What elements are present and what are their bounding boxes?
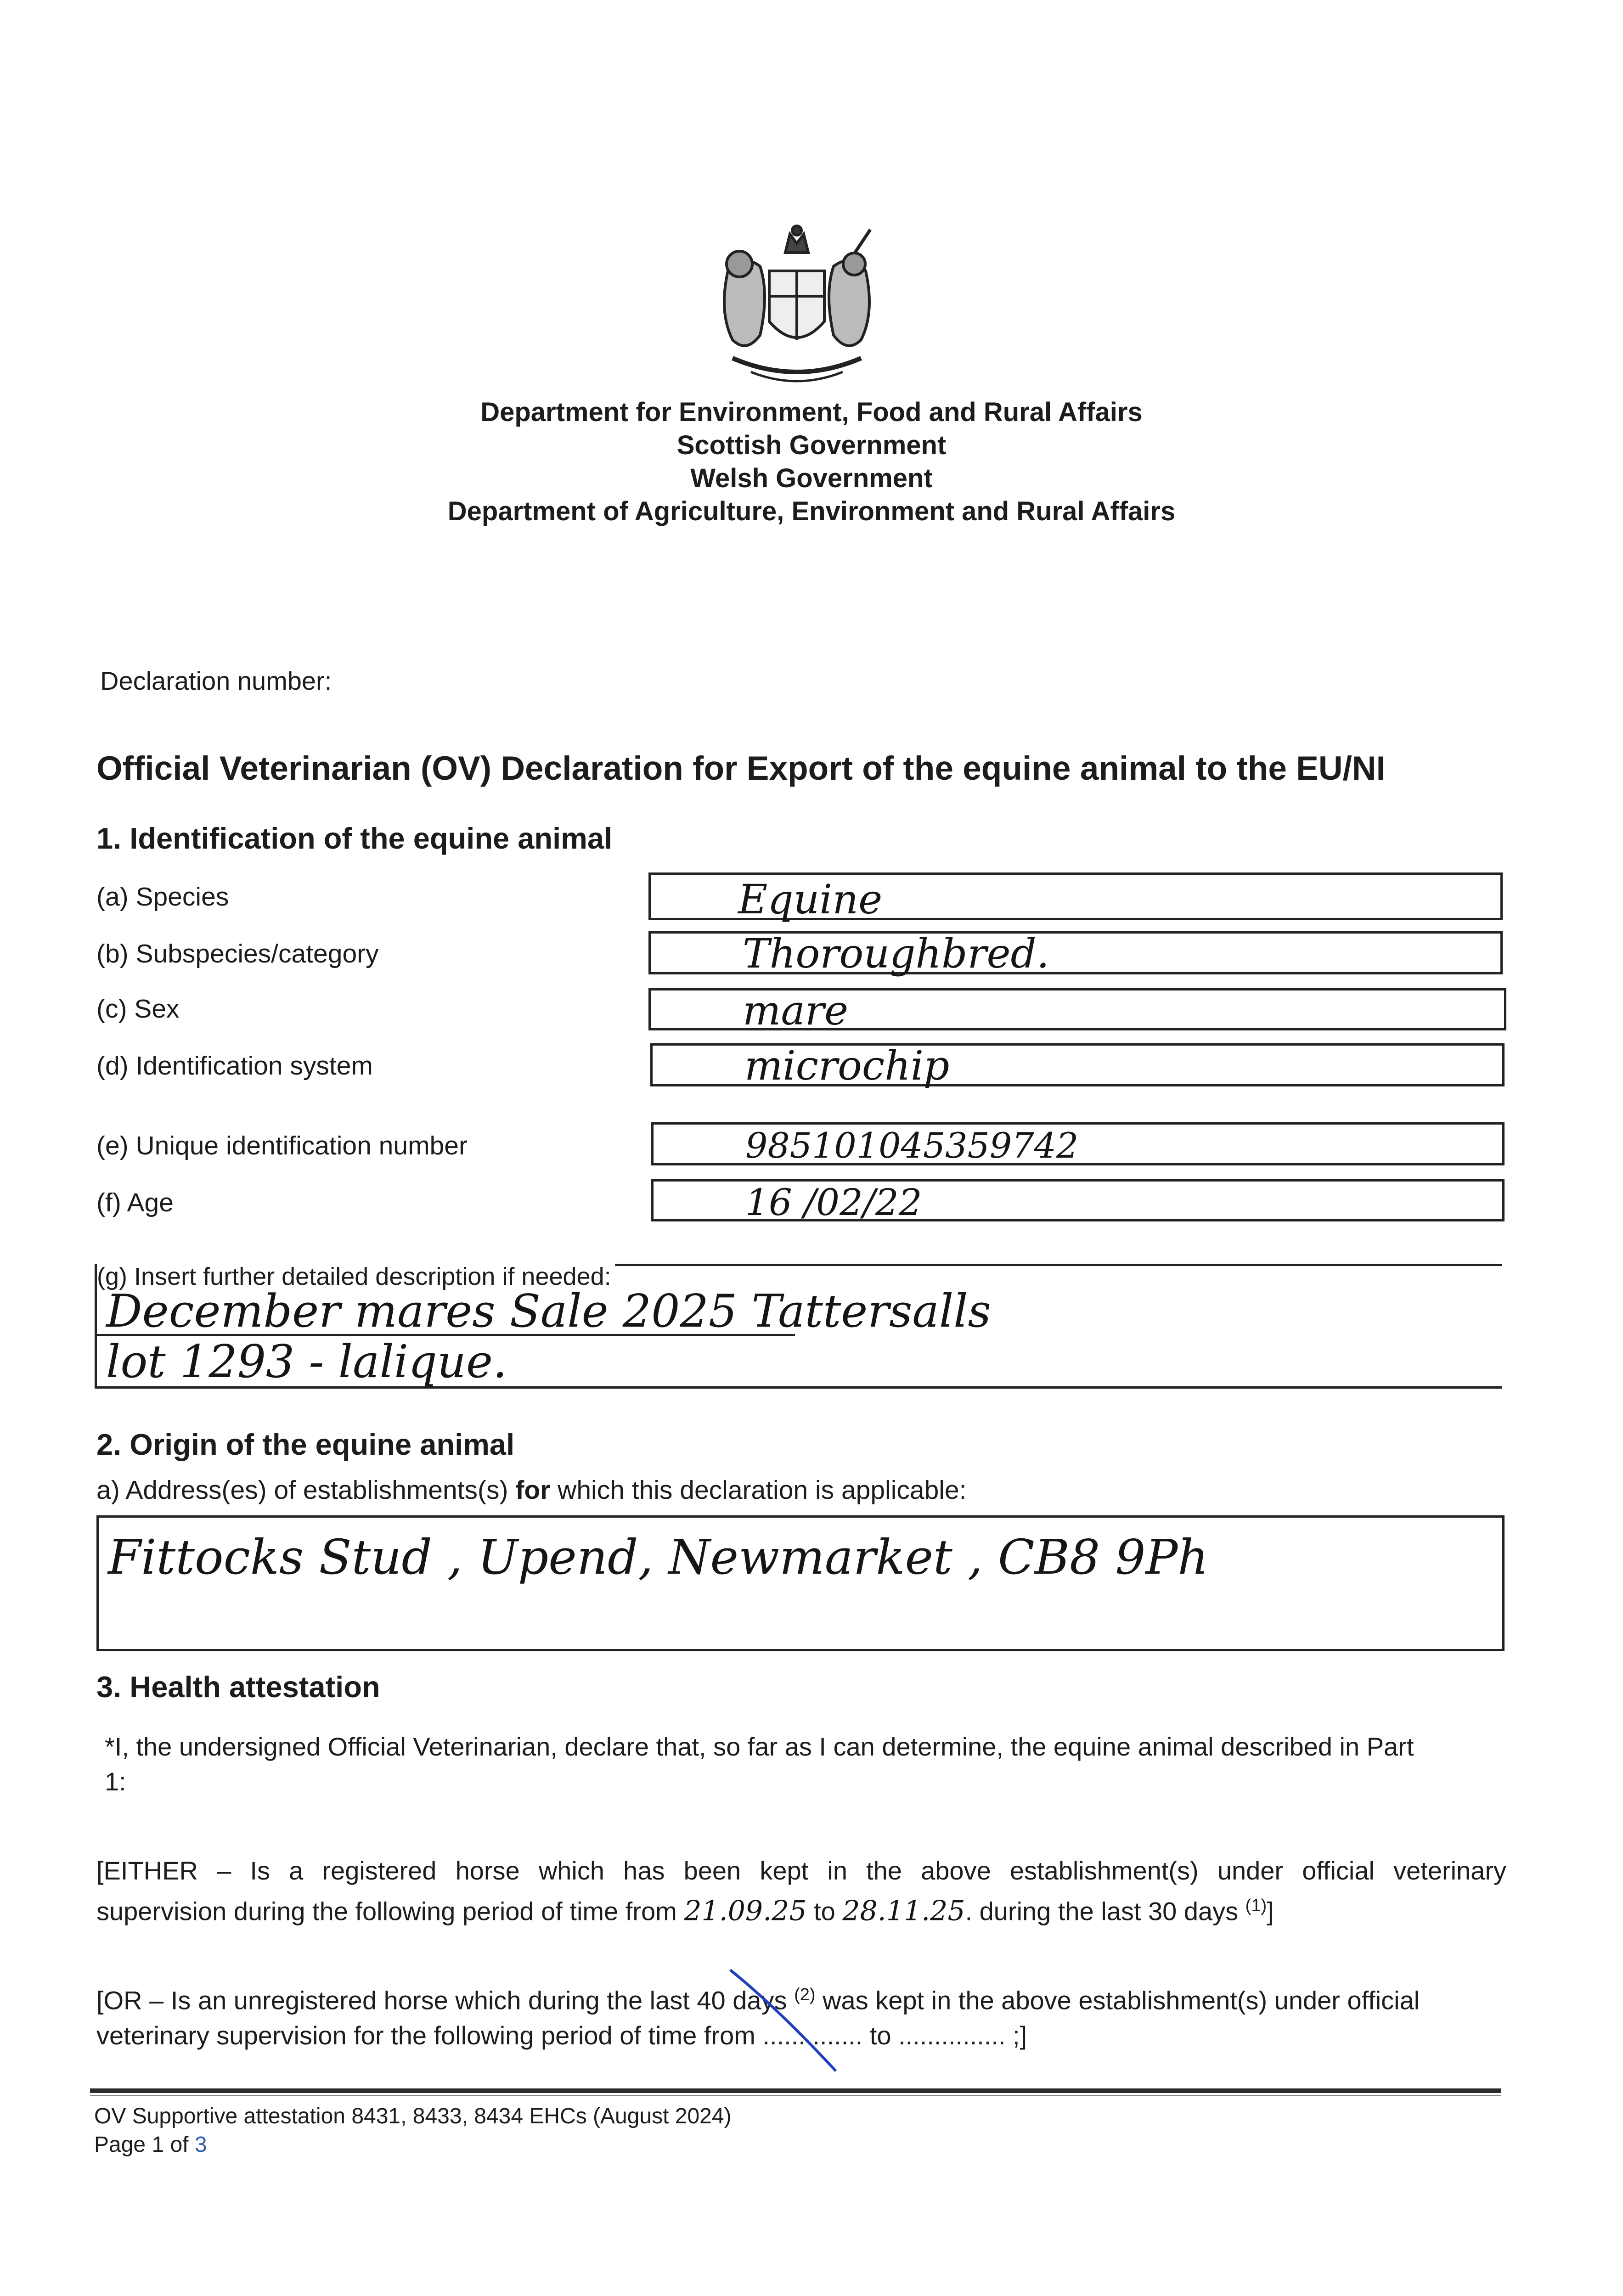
health-intro-line1: *I, the undersigned Official Veterinarian, declare that, so far as I can determine, the equine animal described in Part	[105, 1732, 1414, 1761]
page-prefix: Page 1 of	[94, 2133, 195, 2157]
either-pre: supervision during the following period of time from	[96, 1896, 684, 1926]
footer-page-number	[94, 2131, 732, 2159]
either-line2	[96, 1888, 1506, 1929]
health-intro-line2: 1:	[105, 1767, 126, 1796]
either-post: . during the last 30 days	[965, 1896, 1245, 1926]
footer-rule	[90, 2088, 1501, 2093]
address-sub-label-post: which this declaration is applicable:	[550, 1475, 967, 1505]
address-value: Fittocks Stud , Upend, Newmarket , CB8 9Ph	[108, 1529, 1209, 1585]
address-sub-label-bold: for	[515, 1475, 551, 1505]
dept-defra: Department for Environment, Food and Rural Affairs	[480, 397, 1143, 427]
either-to-word: to	[806, 1896, 843, 1926]
or-line1-pre: [OR – Is an unregistered horse which during the last 40 days	[96, 1986, 795, 2015]
further-description-line2: lot 1293 - lalique.	[106, 1336, 507, 1388]
footer	[94, 2102, 732, 2159]
species-label: (a) Species	[96, 882, 229, 912]
age-label: (f) Age	[96, 1188, 174, 1217]
species-field[interactable]	[648, 872, 1503, 923]
page-total: 3	[194, 2133, 207, 2157]
footer-rule-thin	[90, 2095, 1501, 2096]
dept-scottish-gov: Scottish Government	[676, 430, 947, 460]
further-description-label: (g) Insert further detailed description if needed:	[97, 1261, 615, 1293]
section2-heading: 2. Origin of the equine animal	[96, 1428, 515, 1461]
subspecies-value: Thoroughbred.	[743, 930, 1049, 977]
subspecies-field[interactable]	[648, 930, 1503, 977]
id-system-field[interactable]	[650, 1042, 1505, 1089]
section1-heading: 1. Identification of the equine animal	[96, 822, 613, 855]
species-value: Equine	[738, 876, 883, 923]
dept-welsh-gov: Welsh Government	[690, 463, 933, 493]
address-field[interactable]	[96, 1515, 1505, 1651]
either-to-date[interactable]: 28.11.25	[842, 1895, 965, 1927]
address-sub-label	[96, 1474, 966, 1506]
sex-label: (c) Sex	[96, 994, 180, 1024]
either-footnote-ref: (1)	[1245, 1896, 1267, 1915]
or-line1-post: was kept in the above establishment(s) under official	[815, 1986, 1420, 2015]
pen-strikethrough-mark	[721, 1961, 850, 2080]
id-system-label: (d) Identification system	[96, 1051, 373, 1080]
either-end: ]	[1267, 1896, 1274, 1926]
royal-coat-of-arms-logo	[700, 220, 893, 395]
unique-id-value: 985101045359742	[745, 1125, 1079, 1166]
footer-attestation-ref: OV Supportive attestation 8431, 8433, 8434 EHCs (August 2024)	[94, 2104, 732, 2128]
unique-id-field[interactable]	[651, 1122, 1505, 1165]
unique-id-label: (e) Unique identification number	[96, 1131, 468, 1160]
sex-value: mare	[743, 987, 849, 1034]
or-line2: veterinary supervision for the following period of time from .............. to ............... ;]	[96, 2020, 1027, 2050]
address-sub-label-pre: a) Address(es) of establishments(s)	[96, 1475, 516, 1505]
either-clause	[96, 1853, 1506, 1929]
sex-field[interactable]	[648, 987, 1506, 1034]
id-system-value: microchip	[744, 1042, 950, 1089]
or-footnote-ref: (2)	[794, 1985, 816, 2004]
further-description-box[interactable]	[95, 1264, 1502, 1389]
declaration-number-label: Declaration number:	[100, 666, 332, 695]
age-value: 16 /02/22	[745, 1181, 922, 1224]
dept-daera: Department of Agriculture, Environment and Rural Affairs	[447, 496, 1176, 526]
section3-heading: 3. Health attestation	[96, 1670, 380, 1704]
age-field[interactable]	[651, 1179, 1505, 1224]
health-intro	[105, 1729, 1505, 1799]
either-line1: [EITHER – Is a registered horse which has been kept in the above establishment(s) under official veterinary	[96, 1856, 1506, 1885]
further-description-line1: December mares Sale 2025 Tattersalls	[106, 1285, 991, 1338]
either-from-date[interactable]: 21.09.25	[684, 1895, 807, 1927]
subspecies-label: (b) Subspecies/category	[96, 939, 379, 968]
page-title: Official Veterinarian (OV) Declaration for Export of the equine animal to the EU/NI	[96, 750, 1386, 787]
